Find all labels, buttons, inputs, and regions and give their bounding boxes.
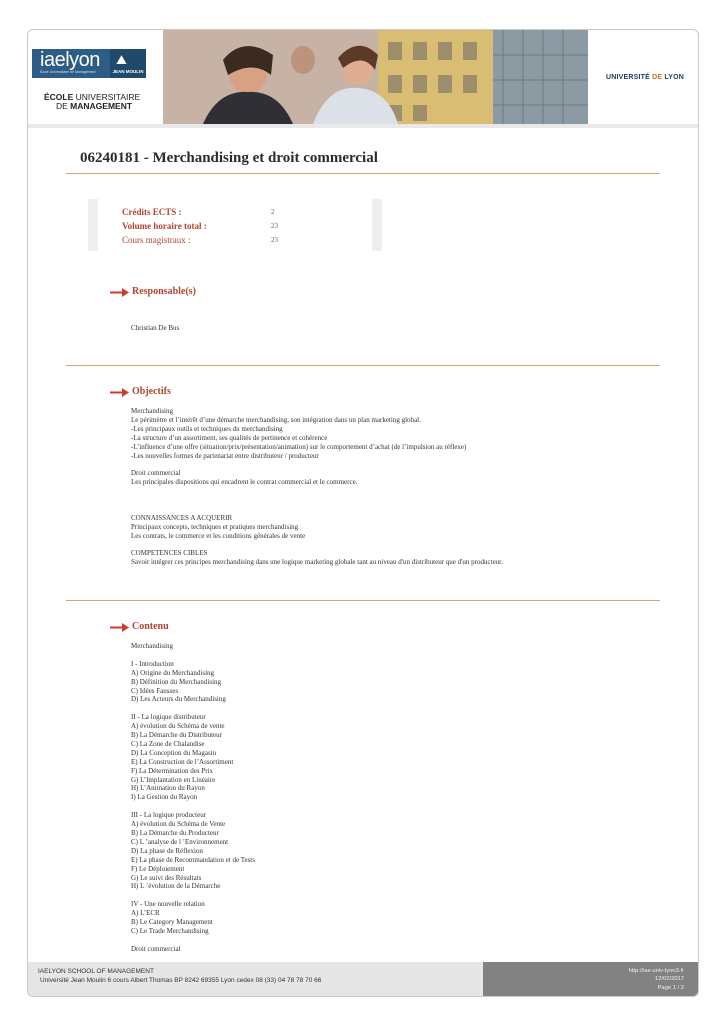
section-divider-1 [66, 365, 660, 366]
list-item: I) La Gestion du Rayon [131, 793, 198, 802]
list-item: Le périmètre et l’intérêt d’une démarche merchandising, son intégration dans un plan marketing global. [131, 415, 421, 424]
list-item: A) évolution du Schéma de Vente [131, 820, 226, 829]
list-item: B) Le Category Management [131, 918, 213, 927]
list-item: E) La phase de Recommandation et de Tests [131, 855, 255, 864]
footer-school: IAELYON SCHOOL OF MANAGEMENT [38, 968, 154, 975]
list-item: F) La Détermination des Prix [131, 766, 214, 775]
list-item: A) L’ECR [131, 909, 160, 918]
footer-date: 12/02/2017 [654, 976, 684, 982]
responsable-name: Christian De Bus [131, 324, 180, 332]
list-item: Droit commercial [131, 944, 181, 953]
credits-panel-right-bar [372, 199, 382, 251]
list-item: Droit commercial [131, 469, 181, 478]
section-divider-2 [66, 600, 660, 601]
footer-address: Université Jean Moulin 6 cours Albert Thomas BP 8242 69355 Lyon cedex 08 (33) 04 78 78 70 66 [40, 977, 322, 984]
jean-moulin-label: JEAN MOULIN [112, 69, 144, 74]
list-item [131, 505, 503, 514]
responsable-heading-label: Responsable(s) [132, 286, 196, 297]
ecole-line-2: DE MANAGEMENT [56, 101, 133, 111]
list-item: G) L’Implantation en Linéaire [131, 775, 216, 784]
list-item: -Les nouvelles formes de partenariat entre distributeur / producteur [131, 451, 319, 460]
list-item: C) Le Trade Merchandising [131, 926, 209, 935]
title-divider [66, 173, 660, 174]
list-item [131, 651, 255, 660]
header-photo [163, 30, 588, 124]
list-item: G) Le suivi des Résultats [131, 873, 202, 882]
list-item: CONNAISSANCES A ACQUERIR [131, 513, 233, 522]
contenu-text [131, 642, 255, 954]
arrow-right-icon [110, 288, 129, 297]
list-item: Savoir intégrer ces principes merchandising dans une logique marketing globale tant au niveau d'un distributeur que d'un producteur. [131, 558, 503, 567]
arrow-right-icon [110, 388, 129, 397]
volume-label: Volume horaire total : [122, 221, 207, 231]
list-item: -Les principaux outils et techniques du merchandising [131, 424, 283, 433]
list-item [131, 802, 255, 811]
list-item: B) La Démarche du Distributeur [131, 731, 222, 740]
header-divider [28, 124, 698, 128]
list-item: Les contrats, le commerce et les conditions générales de vente [131, 531, 306, 540]
document-page [27, 29, 699, 997]
list-item: E) La Construction de l’Assortiment [131, 757, 234, 766]
list-item: Merchandising [131, 407, 173, 415]
list-item [131, 460, 503, 469]
list-item: I - Introduction [131, 659, 174, 668]
page-title: 06240181 - Merchandising et droit commercial [80, 150, 378, 166]
logo-text: iaelyon [40, 49, 100, 71]
contenu-heading-label: Contenu [132, 621, 169, 632]
list-item: B) La Démarche du Producteur [131, 828, 219, 837]
ects-label: Crédits ECTS : [122, 207, 182, 217]
list-item: A) évolution du Schéma de vente [131, 722, 225, 731]
list-item: C) L ’analyse de l ’Environnement [131, 837, 229, 846]
list-item: Principaux concepts, techniques et pratiques merchandising [131, 522, 299, 531]
list-item: F) Le Déploiement [131, 864, 185, 873]
footer-url[interactable]: http://iae.univ-lyon3.fr [628, 968, 684, 974]
list-item [131, 487, 503, 496]
page-header [28, 30, 698, 128]
universite-de-lyon-logo: UNIVERSITÉ DE LYON [606, 74, 685, 81]
list-item [131, 936, 255, 945]
credits-panel [88, 199, 383, 251]
list-item: COMPETENCES CIBLES [131, 549, 208, 558]
list-item [131, 704, 255, 713]
objectifs-text [131, 407, 503, 567]
list-item [131, 496, 503, 505]
list-item: C) La Zone de Chalandise [131, 739, 205, 748]
list-item: A) Origine du Merchandising [131, 668, 215, 677]
objectifs-heading-label: Objectifs [132, 386, 171, 397]
list-item: D) La phase de Réflexion [131, 846, 203, 855]
list-item: D) La Conception du Magasin [131, 748, 217, 757]
list-item: H) L’Animation du Rayon [131, 784, 205, 793]
jean-moulin-emblem-icon: ⛰ [116, 52, 127, 67]
students-building-photo [163, 30, 588, 124]
list-item: -La structure d’un assortiment, ses qualités de pertinence et cohérence [131, 433, 328, 442]
list-item: II - La logique distributeur [131, 713, 206, 722]
list-item: D) Les Acteurs du Merchandising [131, 695, 226, 704]
list-item: H) L ’évolution de la Démarche [131, 882, 221, 891]
list-item: III - La logique producteur [131, 811, 207, 820]
credits-panel-left-bar [88, 199, 98, 251]
ects-value: 2 [271, 208, 275, 216]
list-item: B) Définition du Merchandising [131, 677, 222, 686]
list-item [131, 541, 503, 550]
ecole-line-1: ÉCOLE UNIVERSITAIRE [44, 92, 141, 102]
footer-page-number: Page 1 / 2 [657, 985, 684, 991]
list-item: Merchandising [131, 642, 173, 650]
list-item: -L’influence d’une offre (situation/prix/présentation/animation) sur le comportement d’achat (de l’impulsion au réflexe) [131, 442, 467, 451]
list-item: Les principales dispositions qui encadrent le contrat commercial et le commerce. [131, 478, 358, 487]
list-item [131, 891, 255, 900]
cours-value: 23 [271, 236, 278, 244]
list-item: IV - Une nouvelle relation [131, 900, 205, 909]
logo-subtitle: École Universitaire de Management [40, 70, 96, 74]
cours-label: Cours magistraux : [122, 235, 191, 245]
list-item: C) Idées Fausses [131, 686, 179, 695]
volume-value: 23 [271, 222, 278, 230]
arrow-right-icon [110, 623, 129, 632]
page-footer [28, 962, 698, 996]
